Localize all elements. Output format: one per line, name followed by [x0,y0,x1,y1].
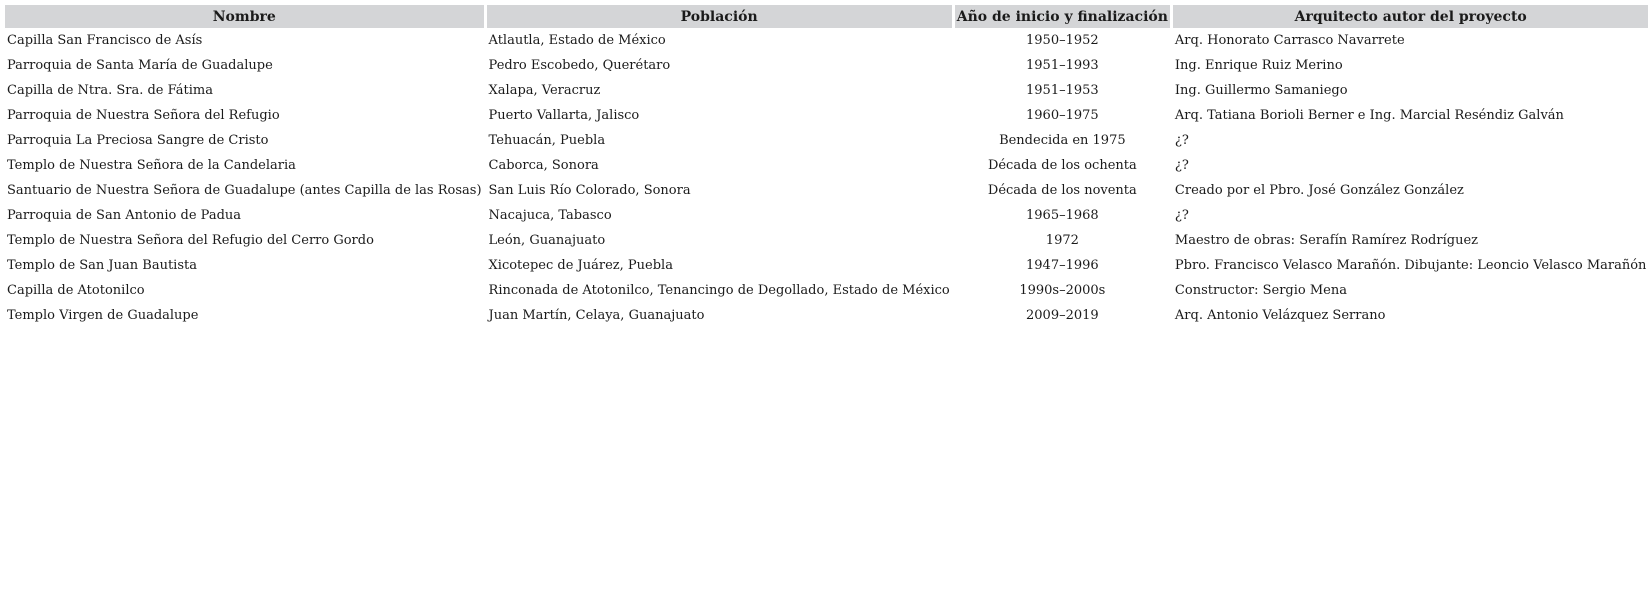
cell-anio: Década de los noventa [987,183,1137,198]
cell-poblacion: San Luis Río Colorado, Sonora [488,183,691,198]
cell-nombre: Parroquia La Preciosa Sangre de Cristo [7,133,269,148]
cell-nombre: Templo de Nuestra Señora del Refugio del Cerro Gordo [7,233,374,248]
table-row [5,228,1648,253]
cell-nombre: Parroquia de San Antonio de Padua [7,208,242,223]
table-row [5,53,1648,78]
cell-arquitecto: Pbro. Francisco Velasco Marañón. Dibujante: Leoncio Velasco Marañón [1174,258,1647,273]
cell-arquitecto: Constructor: Sergio Mena [1174,283,1347,298]
cell-anio: 1950–1952 [1026,33,1099,48]
cell-anio: 1951–1993 [1026,58,1099,73]
table-row [5,153,1648,178]
cell-poblacion: León, Guanajuato [488,233,606,248]
cell-arquitecto: ¿? [1174,158,1189,173]
cell-poblacion: Atlautla, Estado de México [488,33,666,48]
table-row [5,203,1648,228]
header-anio: Año de inicio y finalización [955,5,1170,28]
cell-nombre: Templo de Nuestra Señora de la Candelaria [7,158,296,173]
cell-arquitecto: Arq. Tatiana Borioli Berner e Ing. Marcial Reséndiz Galván [1174,108,1564,123]
cell-anio: 1990s–2000s [1019,283,1106,298]
cell-poblacion: Juan Martín, Celaya, Guanajuato [488,308,705,323]
cell-poblacion: Caborca, Sonora [488,158,599,173]
cell-anio: 1972 [1045,233,1079,248]
cell-nombre: Capilla de Ntra. Sra. de Fátima [7,83,213,98]
table-row [5,128,1648,153]
cell-arquitecto: Arq. Antonio Velázquez Serrano [1174,308,1386,323]
cell-arquitecto: Maestro de obras: Serafín Ramírez Rodríguez [1174,233,1478,248]
table-row [5,278,1648,303]
table-header-row [5,5,1648,28]
header-nombre: Nombre [5,5,484,28]
cell-nombre: Templo de San Juan Bautista [7,258,197,273]
cell-nombre: Santuario de Nuestra Señora de Guadalupe (antes Capilla de las Rosas) [7,183,482,198]
cell-nombre: Capilla San Francisco de Asís [7,33,203,48]
cell-nombre: Parroquia de Santa María de Guadalupe [7,58,273,73]
cell-poblacion: Tehuacán, Puebla [488,133,606,148]
churches-table [2,5,1651,328]
cell-arquitecto: ¿? [1174,208,1189,223]
cell-arquitecto: Arq. Honorato Carrasco Navarrete [1174,33,1405,48]
cell-anio: Bendecida en 1975 [999,133,1126,148]
cell-nombre: Templo Virgen de Guadalupe [7,308,199,323]
table-body [5,28,1648,328]
cell-anio: 1960–1975 [1026,108,1099,123]
cell-anio: 1947–1996 [1026,258,1099,273]
cell-anio: 2009–2019 [1026,308,1099,323]
cell-poblacion: Xalapa, Veracruz [488,83,601,98]
cell-anio: Década de los ochenta [987,158,1137,173]
header-poblacion: Población [487,5,952,28]
cell-nombre: Capilla de Atotonilco [7,283,145,298]
cell-arquitecto: Ing. Guillermo Samaniego [1174,83,1348,98]
cell-anio: 1951–1953 [1026,83,1099,98]
cell-nombre: Parroquia de Nuestra Señora del Refugio [7,108,280,123]
cell-arquitecto: Creado por el Pbro. José González González [1174,183,1464,198]
cell-poblacion: Puerto Vallarta, Jalisco [488,108,640,123]
table-container [5,5,1651,328]
table-row [5,303,1648,328]
cell-poblacion: Rinconada de Atotonilco, Tenancingo de Degollado, Estado de México [488,283,950,298]
table-row [5,78,1648,103]
table-row [5,28,1648,53]
table-row [5,178,1648,203]
table-row [5,253,1648,278]
cell-poblacion: Pedro Escobedo, Querétaro [488,58,671,73]
header-arquitecto: Arquitecto autor del proyecto [1173,5,1649,28]
cell-arquitecto: ¿? [1174,133,1189,148]
cell-poblacion: Nacajuca, Tabasco [488,208,612,223]
cell-arquitecto: Ing. Enrique Ruiz Merino [1174,58,1343,73]
cell-anio: 1965–1968 [1026,208,1099,223]
cell-poblacion: Xicotepec de Juárez, Puebla [488,258,673,273]
table-row [5,103,1648,128]
